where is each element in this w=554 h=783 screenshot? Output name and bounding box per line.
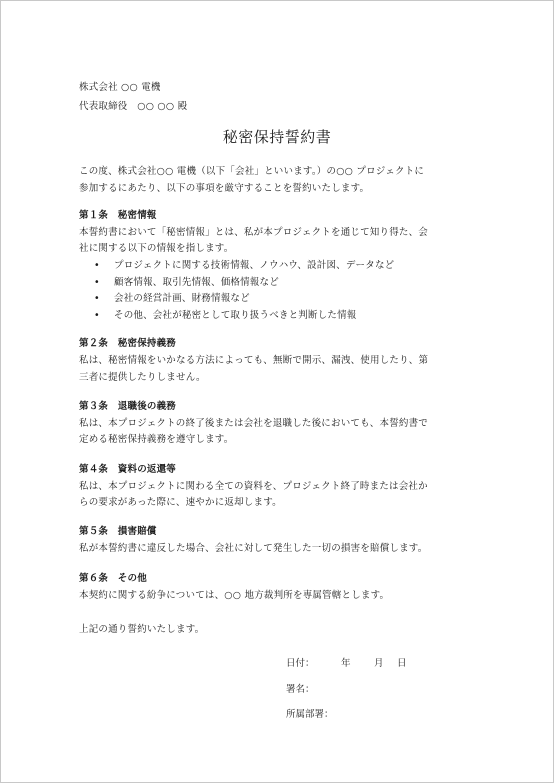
article-4-heading: 第４条 資料の返還等 xyxy=(79,464,177,475)
bullet-icon: • xyxy=(94,277,100,288)
bullet-icon: • xyxy=(94,293,100,304)
signature-department-label: 所属部署： xyxy=(286,709,334,720)
date-month: 月 xyxy=(374,658,384,669)
addressee-representative: 代表取締役 ○○ ○○ 殿 xyxy=(79,101,188,112)
article-1-bullet-1: プロジェクトに関する技術情報、ノウハウ、設計図、データなど xyxy=(114,260,395,271)
article-4-line-2: らの要求があった際に、速やかに返却します。 xyxy=(79,497,282,508)
date-day: 日 xyxy=(397,658,407,669)
signature-name-label: 署名： xyxy=(286,684,315,695)
article-1-line-1: 本誓約書において「秘密情報」とは、私が本プロジェクトを通じて知り得た、会 xyxy=(79,227,429,238)
date-year: 年 xyxy=(341,658,351,669)
intro-line-2: 参加するにあたり、以下の事項を厳守することを誓約いたします。 xyxy=(79,183,370,194)
bullet-icon: • xyxy=(94,310,100,321)
article-5-line-1: 私が本誓約書に違反した場合、会社に対して発生した一切の損害を賠償します。 xyxy=(79,543,428,554)
article-1-bullet-4: その他、会社が秘密として取り扱うべきと判断した情報 xyxy=(114,310,357,321)
article-4-line-1: 私は、本プロジェクトに関わる全ての資料を、プロジェクト終了時または会社か xyxy=(79,481,428,492)
article-1-bullet-2: 顧客情報、取引先情報、価格情報など xyxy=(114,277,279,288)
article-1-line-2: 社に関する以下の情報を指します。 xyxy=(79,243,234,254)
article-3-line-2: 定める秘密保持義務を遵守します。 xyxy=(79,434,234,445)
article-2-heading: 第２条 秘密保持義務 xyxy=(79,338,177,349)
article-2-line-1: 私は、秘密情報をいかなる方法によっても、無断で開示、漏洩、使用したり、第 xyxy=(79,355,429,366)
bullet-icon: • xyxy=(94,260,100,271)
intro-line-1: この度、株式会社○○ 電機（以下「会社」といいます。）の○○ プロジェクトに xyxy=(79,166,425,177)
article-1-heading: 第１条 秘密情報 xyxy=(79,210,157,221)
article-2-line-2: 三者に提供したりしません。 xyxy=(79,372,206,383)
article-6-line-1: 本契約に関する紛争については、○○ 地方裁判所を専属管轄とします。 xyxy=(79,590,390,601)
article-5-heading: 第５条 損害賠償 xyxy=(79,526,157,537)
article-1-bullet-3: 会社の経営計画、財務情報など xyxy=(114,293,250,304)
article-6-heading: 第６条 その他 xyxy=(79,573,147,584)
document-title: 秘密保持誓約書 xyxy=(222,128,332,146)
closing-statement: 上記の通り誓約いたします。 xyxy=(79,624,205,635)
article-3-heading: 第３条 退職後の義務 xyxy=(79,401,177,412)
date-label: 日付： xyxy=(286,658,315,669)
addressee-company: 株式会社 ○○ 電機 xyxy=(79,82,161,93)
article-3-line-1: 私は、本プロジェクトの終了後または会社を退職した後においても、本誓約書で xyxy=(79,418,429,429)
